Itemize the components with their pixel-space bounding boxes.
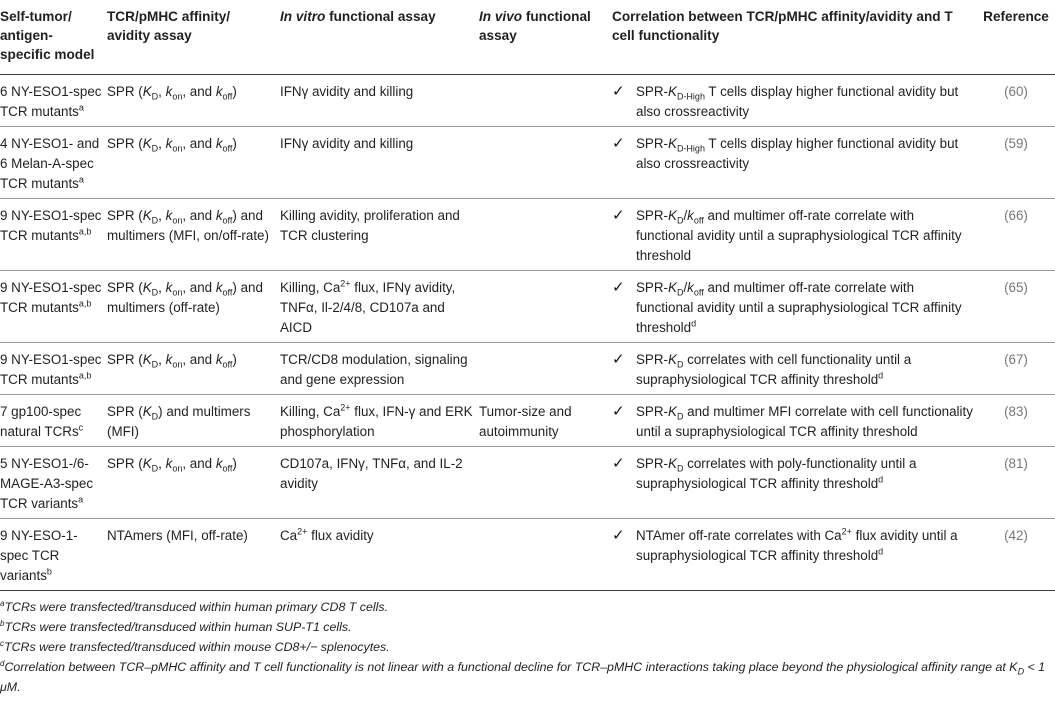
footnote-c: $^c$TCRs were transfected/transduced within mouse CD8+/− splenocytes. — [0, 638, 390, 654]
cell-correlation: ✓ SPR-$K_{D-High}$ T cells display higher functional avidity but also crossreactivity — [612, 127, 977, 199]
cell-invivo — [477, 343, 612, 395]
cell-reference: (81) — [1004, 456, 1028, 471]
table-row — [0, 199, 1055, 271]
cell-invivo — [477, 519, 612, 591]
cell-reference: (59) — [1004, 136, 1028, 151]
cell-model: 5 NY-ESO1-/6-MAGE-A3-spec TCR variants$^a$ — [0, 456, 94, 511]
cell-reference: (67) — [1004, 352, 1028, 367]
cell-reference: (66) — [1004, 208, 1028, 223]
check-mark-icon: ✓ — [612, 279, 625, 296]
cell-invitro: Killing, $Ca^{2+}$ flux, IFNγ avidity, TNFα, Il-2/4/8, CD107a and AICD — [280, 278, 456, 335]
cell-invitro: $Ca^{2+}$ flux avidity — [280, 526, 374, 543]
cell-invivo: Tumor-size and autoimmunity — [479, 404, 572, 439]
header-reference: Reference — [983, 9, 1049, 24]
cell-model: 7 gp100-spec natural TCRs$^c$ — [0, 404, 84, 439]
cell-model: 4 NY-ESO1- and 6 Melan-A-spec TCR mutants$^a$ — [0, 136, 100, 191]
cell-reference: (65) — [1004, 280, 1028, 295]
cell-invitro: Killing avidity, proliferation and TCR clustering — [280, 208, 460, 243]
cell-invitro: IFNγ avidity and killing — [280, 84, 414, 99]
table-row — [0, 127, 1055, 199]
cell-affinity: SPR ($K_D$, $k_{on}$, and $k_{off}$) — [107, 352, 237, 370]
cell-model: 9 NY-ESO1-spec TCR mutants$^{a,b}$ — [0, 208, 102, 243]
cell-invitro: Killing, $Ca^{2+}$ flux, IFN-γ and ERK phosphorylation — [280, 402, 473, 439]
footnote-a: $^a$TCRs were transfected/transduced within human primary CD8 T cells. — [0, 598, 389, 614]
cell-reference: (83) — [1004, 404, 1028, 419]
header-affinity-assay: TCR/pMHC affinity/ avidity assay — [107, 9, 231, 43]
table-row — [0, 271, 1055, 343]
check-mark-icon: ✓ — [612, 455, 625, 472]
cell-correlation: ✓ SPR-$K_D/k_{off}$ and multimer off-rate correlate with functional avidity until a supraphysiological TCR affinity threshold$^d$ — [612, 271, 977, 343]
header-model: Self-tumor/ antigen-specific model — [0, 9, 95, 62]
footnote-b: $^b$TCRs were transfected/transduced within human SUP-T1 cells. — [0, 618, 352, 634]
table-row — [0, 395, 1055, 447]
cell-affinity: SPR ($K_D$, $k_{on}$, and $k_{off}$) — [107, 456, 237, 474]
check-mark-icon: ✓ — [612, 351, 625, 368]
cell-model: 9 NY-ESO1-spec TCR mutants$^{a,b}$ — [0, 352, 102, 387]
footnote-d: $^d$Correlation between TCR–pMHC affinity and T cell functionality is not linear with a functional decline for TCR–pMHC interactions taking place beyond the physiological affinity range at $K_D < 1$ μM. — [0, 658, 1046, 694]
table-row — [0, 75, 1055, 127]
cell-invitro: IFNγ avidity and killing — [280, 136, 414, 151]
cell-affinity: SPR ($K_D$, $k_{on}$, and $k_{off}$) — [107, 84, 237, 102]
cell-correlation: ✓ SPR-$K_D$ correlates with cell functionality until a supraphysiological TCR affinity threshold$^d$ — [612, 343, 977, 395]
check-mark-icon: ✓ — [612, 135, 625, 152]
cell-correlation: ✓ SPR-$K_D/k_{off}$ and multimer off-rate correlate with functional avidity until a supraphysiological TCR affinity threshold — [612, 199, 977, 271]
cell-affinity: SPR ($K_D$, $k_{on}$, and $k_{off}$) — [107, 136, 237, 154]
cell-invivo — [477, 271, 612, 343]
cell-affinity: NTAmers (MFI, off-rate) — [107, 528, 248, 543]
cell-invivo — [477, 447, 612, 519]
cell-model: 6 NY-ESO1-spec TCR mutants$^a$ — [0, 84, 102, 119]
cell-invitro: TCR/CD8 modulation, signaling and gene expression — [280, 352, 468, 387]
check-mark-icon: ✓ — [612, 527, 625, 544]
table-row — [0, 343, 1055, 395]
cell-invitro: CD107a, IFNγ, TNFα, and IL-2 avidity — [280, 456, 463, 491]
cell-correlation: ✓ SPR-$K_{D-High}$ T cells display higher functional avidity but also crossreactivity — [612, 75, 977, 127]
check-mark-icon: ✓ — [612, 403, 625, 420]
header-row — [0, 0, 1055, 75]
cell-affinity: SPR ($K_D$, $k_{on}$, and $k_{off}$) and multimers (off-rate) — [107, 280, 263, 315]
check-mark-icon: ✓ — [612, 207, 625, 224]
cell-correlation: ✓ SPR-$K_D$ and multimer MFI correlate with cell functionality until a supraphysiological TCR affinity threshold — [612, 395, 977, 447]
cell-reference: (42) — [1004, 528, 1028, 543]
table-row — [0, 519, 1055, 591]
cell-model: 9 NY-ESO-1-spec TCR variants$^b$ — [0, 528, 78, 583]
cell-invivo — [477, 75, 612, 127]
cell-affinity: SPR $(K_D)$ and multimers (MFI) — [107, 404, 251, 439]
table-row — [0, 447, 1055, 519]
cell-correlation: ✓ NTAmer off-rate correlates with $Ca^{2+}$ flux avidity until a supraphysiological TCR affinity threshold$^d$ — [612, 519, 977, 591]
header-invitro-assay: In vitro functional assay — [280, 9, 436, 24]
cell-reference: (60) — [1004, 84, 1028, 99]
check-mark-icon: ✓ — [612, 83, 625, 100]
cell-model: 9 NY-ESO1-spec TCR mutants$^{a,b}$ — [0, 280, 102, 315]
cell-correlation: ✓ SPR-$K_D$ correlates with poly-functionality until a supraphysiological TCR affinity threshold$^d$ — [612, 447, 977, 519]
cell-affinity: SPR ($K_D$, $k_{on}$, and $k_{off}$) and multimers (MFI, on/off-rate) — [107, 208, 269, 243]
table-footnotes — [0, 591, 1055, 697]
cell-invivo — [477, 127, 612, 199]
cell-invivo — [477, 199, 612, 271]
header-correlation: Correlation between TCR/pMHC affinity/avidity and T cell functionality — [612, 9, 953, 43]
header-invivo-assay: In vivo functional assay — [479, 9, 591, 43]
